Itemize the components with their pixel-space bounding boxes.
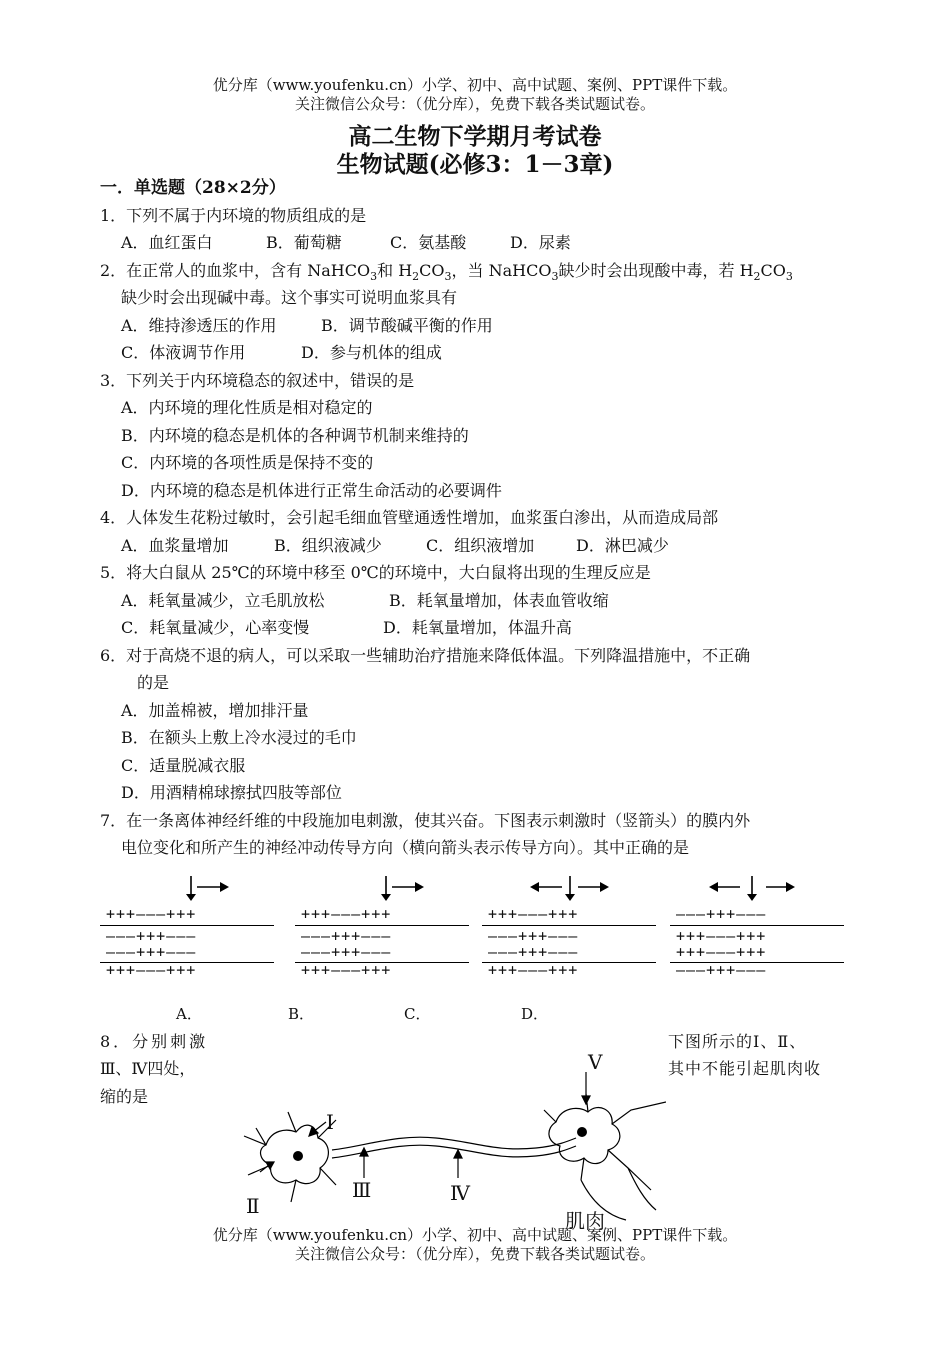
q2-option-d: D．参与机体的组成 bbox=[301, 343, 442, 362]
stimulus-arrows bbox=[295, 872, 471, 904]
label-v: Ⅴ bbox=[588, 1050, 603, 1074]
q1-option-c: C．氨基酸 bbox=[390, 233, 467, 252]
q7-label-a: A． bbox=[176, 1005, 202, 1023]
membrane-row: +++———+++ bbox=[301, 961, 392, 979]
membrane-row: +++———+++ bbox=[488, 905, 579, 923]
q8-text-left-3: 缩的是 bbox=[100, 1087, 149, 1106]
q4-option-c: C．组织液增加 bbox=[426, 536, 535, 555]
q2-sub: 3 bbox=[785, 270, 793, 284]
nucleus bbox=[577, 1127, 587, 1137]
q5-stem: 5．将大白鼠从 25℃的环境中移至 0℃的环境中，大白鼠将出现的生理反应是 bbox=[100, 563, 651, 582]
q7-stem-2: 电位变化和所产生的神经冲动传导方向（横向箭头表示传导方向）。其中正确的是 bbox=[121, 838, 690, 857]
q7-panel-c bbox=[482, 872, 658, 979]
header-line-2: 关注微信公众号：（优分库），免费下载各类试题试卷。 bbox=[294, 95, 655, 113]
q4-option-d: D．淋巴减少 bbox=[576, 536, 669, 555]
q4-stem: 4．人体发生花粉过敏时，会引起毛细血管壁通透性增加，血浆蛋白渗出，从而造成局部 bbox=[100, 508, 719, 527]
q2-option-c: C．体液调节作用 bbox=[121, 343, 246, 362]
q6-option-c: C．适量脱减衣服 bbox=[121, 756, 246, 775]
membrane-row: +++———+++ bbox=[488, 961, 579, 979]
q2-stem-part: CO bbox=[419, 261, 445, 280]
q3-option-d: D．内环境的稳态是机体进行正常生命活动的必要调件 bbox=[121, 481, 502, 500]
q6-option-a: A．加盖棉被，增加排汗量 bbox=[121, 701, 309, 720]
membrane-row: +++———+++ bbox=[676, 927, 767, 945]
membrane-line bbox=[482, 925, 656, 926]
membrane-row: ———+++——— bbox=[106, 927, 197, 945]
q2-option-a: A．维持渗透压的作用 bbox=[121, 316, 277, 335]
footer-line-2: 关注微信公众号：（优分库），免费下载各类试题试卷。 bbox=[294, 1245, 655, 1263]
q2-stem bbox=[100, 261, 793, 287]
stimulus-arrows bbox=[670, 872, 846, 904]
q7-panel-d bbox=[670, 872, 846, 979]
q1-options bbox=[121, 233, 571, 253]
membrane-line bbox=[670, 925, 844, 926]
membrane-row: +++———+++ bbox=[106, 905, 197, 923]
q6-option-d: D．用酒精棉球擦拭四肢等部位 bbox=[121, 783, 342, 802]
q4-option-a: A．血浆量增加 bbox=[121, 536, 229, 555]
membrane-line bbox=[295, 925, 469, 926]
q2-sub: 3 bbox=[444, 270, 452, 284]
footer-line-1: 优分库（www.youfenku.cn）小学、初中、高中试题、案例、PPT课件下载。 bbox=[212, 1226, 738, 1244]
q2-stem-part: 2．在正常人的血浆中，含有 NaHCO bbox=[100, 261, 371, 280]
label-i: Ⅰ bbox=[326, 1110, 334, 1134]
q7-label-c: C． bbox=[404, 1005, 431, 1023]
q7-stem: 7．在一条离体神经纤维的中段施加电刺激，使其兴奋。下图表示刺激时（竖箭头）的膜内外 bbox=[100, 811, 751, 830]
membrane-row: ———+++——— bbox=[488, 927, 579, 945]
q2-sub: 2 bbox=[412, 270, 420, 284]
q4-option-b: B．组织液减少 bbox=[274, 536, 382, 555]
q7-panel-b bbox=[295, 872, 471, 979]
q1-option-d: D．尿素 bbox=[510, 233, 571, 252]
page-title: 高二生物下学期月考试卷 bbox=[348, 123, 602, 150]
q2-stem-2: 缺少时会出现碱中毒。这个事实可说明血浆具有 bbox=[121, 288, 458, 307]
q8-text-right-2: 其中不能引起肌肉收 bbox=[668, 1059, 822, 1078]
q7-panel-a bbox=[100, 872, 276, 979]
q2-stem-part: 和 H bbox=[377, 261, 413, 280]
section-heading: 一．单选题（28×2分） bbox=[100, 178, 286, 198]
label-iv: Ⅳ bbox=[450, 1181, 470, 1205]
q8-text-right-1: 下图所示的Ⅰ、Ⅱ、 bbox=[668, 1032, 807, 1051]
label-iii: Ⅲ bbox=[352, 1178, 372, 1202]
nucleus bbox=[293, 1151, 303, 1161]
q2-sub: 3 bbox=[551, 270, 559, 284]
membrane-line bbox=[100, 925, 274, 926]
membrane-row: +++———+++ bbox=[106, 961, 197, 979]
q5-option-c: C．耗氧量减少，心率变慢 bbox=[121, 618, 310, 637]
q5-options-row1 bbox=[121, 591, 609, 611]
q5-option-a: A．耗氧量减少，立毛肌放松 bbox=[121, 591, 325, 610]
q3-stem: 3．下列关于内环境稳态的叙述中，错误的是 bbox=[100, 371, 415, 390]
q6-option-b: B．在额头上敷上冷水浸过的毛巾 bbox=[121, 728, 357, 747]
q5-option-d: D．耗氧量增加，体温升高 bbox=[383, 618, 572, 637]
membrane-row: ———+++——— bbox=[488, 943, 579, 961]
page-subtitle: 生物试题(必修3：1－3章) bbox=[336, 151, 614, 178]
q2-options-row1 bbox=[121, 316, 493, 336]
q3-option-c: C．内环境的各项性质是保持不变的 bbox=[121, 453, 374, 472]
q8-text-left-1: 8．分别刺激 bbox=[100, 1032, 209, 1051]
stimulus-arrows bbox=[100, 872, 276, 904]
q4-options bbox=[121, 536, 669, 556]
membrane-row: ———+++——— bbox=[106, 943, 197, 961]
q5-option-b: B．耗氧量增加，体表血管收缩 bbox=[389, 591, 609, 610]
membrane-row: +++———+++ bbox=[301, 905, 392, 923]
q7-label-d: D． bbox=[521, 1005, 549, 1023]
label-ii: Ⅱ bbox=[246, 1194, 260, 1218]
membrane-row: +++———+++ bbox=[676, 943, 767, 961]
q6-stem: 6．对于高烧不退的病人，可以采取一些辅助治疗措施来降低体温。下列降温措施中，不正确 bbox=[100, 646, 751, 665]
q1-stem: 1．下列不属于内环境的物质组成的是 bbox=[100, 206, 367, 225]
q3-option-b: B．内环境的稳态是机体的各种调节机制来维持的 bbox=[121, 426, 469, 445]
membrane-row: ———+++——— bbox=[676, 905, 767, 923]
q2-option-b: B．调节酸碱平衡的作用 bbox=[321, 316, 493, 335]
q2-stem-part: ，当 NaHCO bbox=[451, 261, 552, 280]
q2-options-row2 bbox=[121, 343, 442, 363]
membrane-row: ———+++——— bbox=[301, 927, 392, 945]
q2-stem-part: CO bbox=[760, 261, 786, 280]
q1-option-a: A．血红蛋白 bbox=[121, 233, 213, 252]
q3-option-a: A．内环境的理化性质是相对稳定的 bbox=[121, 398, 373, 417]
q2-stem-part: 缺少时会出现酸中毒，若 H bbox=[558, 261, 754, 280]
q7-label-b: B． bbox=[288, 1005, 315, 1023]
q8-text-left-2: Ⅲ、Ⅳ四处， bbox=[100, 1059, 196, 1078]
header-line-1: 优分库（www.youfenku.cn）小学、初中、高中试题、案例、PPT课件下载。 bbox=[212, 76, 738, 94]
stimulus-arrows bbox=[482, 872, 658, 904]
membrane-row: ———+++——— bbox=[676, 961, 767, 979]
q1-option-b: B．葡萄糖 bbox=[266, 233, 342, 252]
q2-sub: 3 bbox=[370, 270, 378, 284]
q2-sub: 2 bbox=[753, 270, 761, 284]
q6-stem-2: 的是 bbox=[137, 673, 170, 692]
membrane-row: ———+++——— bbox=[301, 943, 392, 961]
label-muscle: 肌肉 bbox=[565, 1209, 605, 1233]
q5-options-row2 bbox=[121, 618, 572, 638]
